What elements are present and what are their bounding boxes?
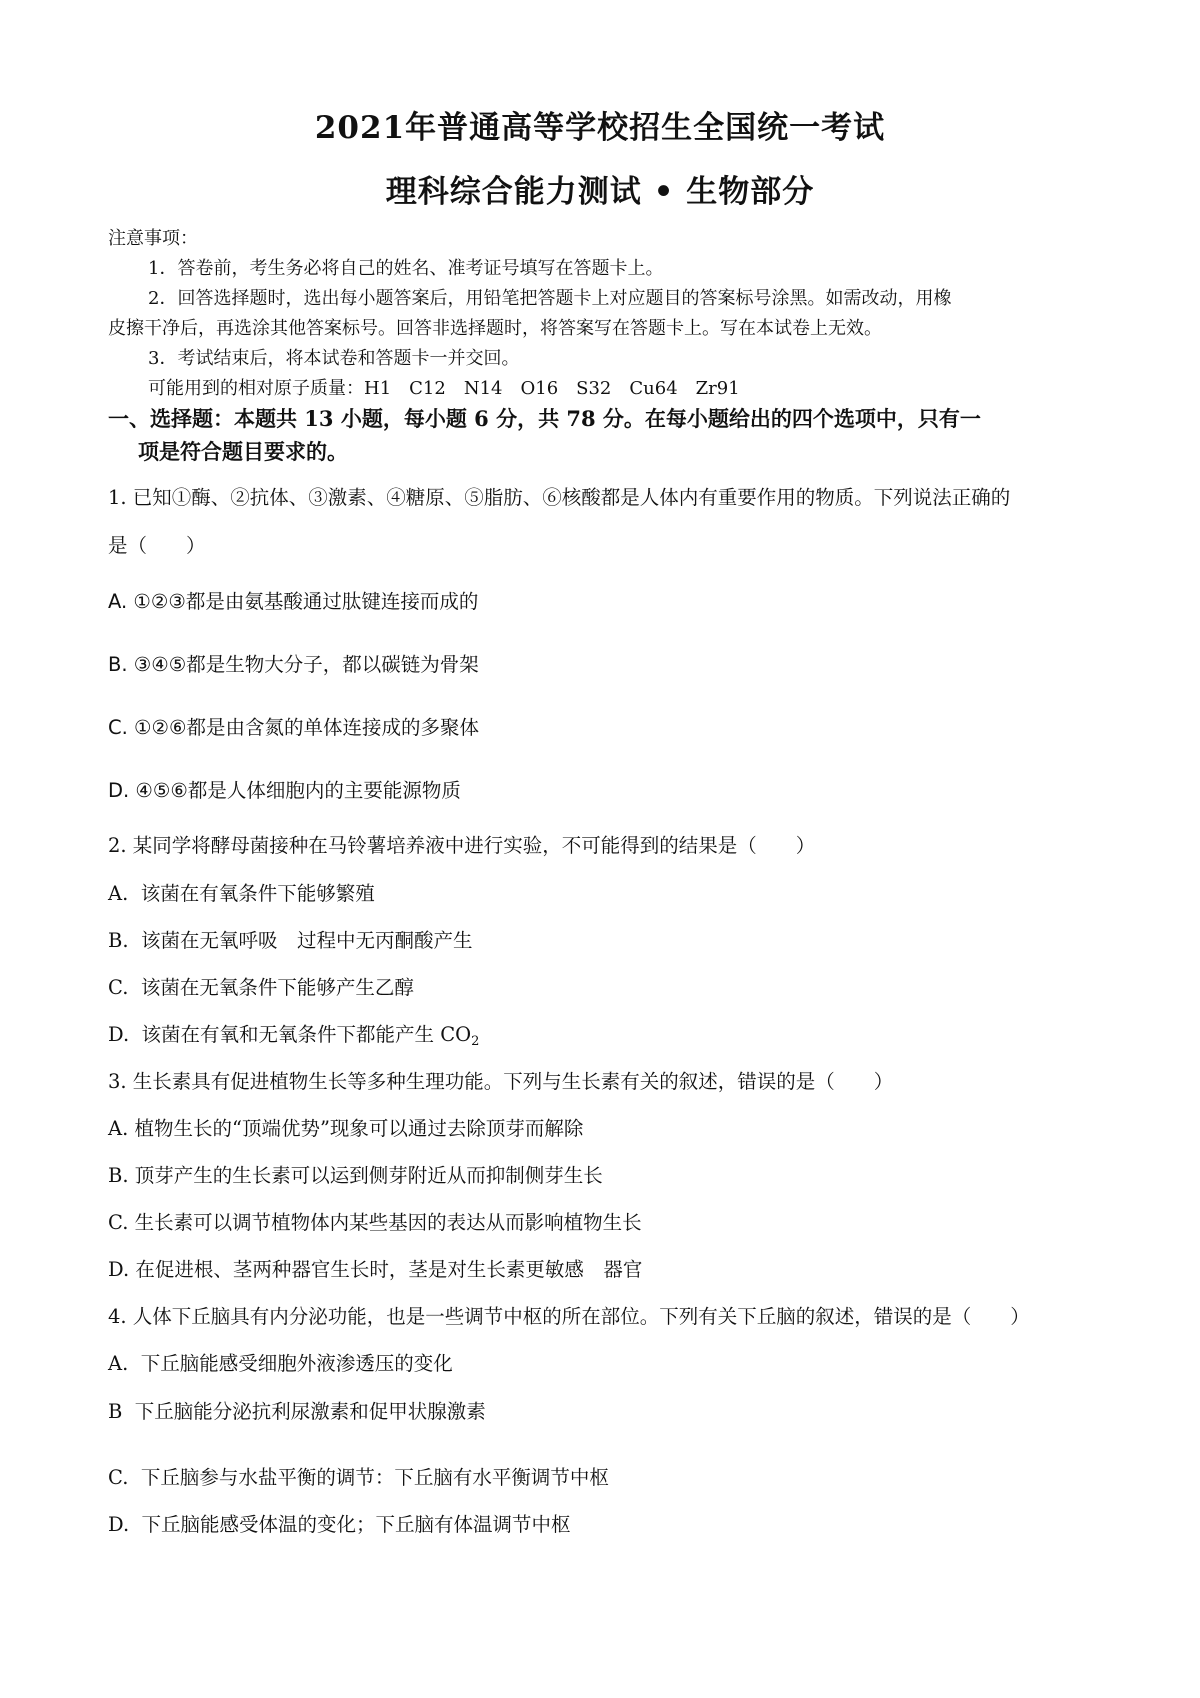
option-label: D. [108,1023,130,1046]
option-label: C. [108,1211,129,1234]
question-3-option-c [108,1207,642,1235]
option-text: ④⑤⑥都是人体细胞内的主要能源物质 [135,779,461,802]
option-text: 下丘脑参与水盐平衡的调节：下丘脑有水平衡调节中枢 [140,1466,609,1489]
notice-item-2-line-2: 皮擦干净后，再选涂其他答案标号。回答非选择题时，将答案写在答题卡上。写在本试卷上无效。 [108,318,882,339]
option-text: 在促进根、茎两种器官生长时，茎是对生长素更敏感 器官 [135,1258,643,1281]
question-1-option-c [108,712,479,740]
option-label: C. [108,1466,129,1489]
question-2-option-a [108,878,375,906]
option-label: B. [108,929,129,952]
question-4-option-a [108,1348,453,1376]
option-text: 生长素可以调节植物体内某些基因的表达从而影响植物生长 [134,1211,642,1234]
option-label: C. [108,976,129,999]
option-text: ①②③都是由氨基酸通过肽键连接而成的 [133,590,479,613]
question-4-option-b [108,1396,486,1424]
question-3-option-a [108,1113,583,1141]
question-3-stem: 3. 生长素具有促进植物生长等多种生理功能。下列与生长素有关的叙述，错误的是（ ） [108,1070,894,1093]
question-4-option-c [108,1462,609,1490]
notice-item-2-line-1: 2．回答选择题时，选出每小题答案后，用铅笔把答题卡上对应题目的答案标号涂黑。如需改动，用橡 [148,288,952,309]
exam-subtitle: 理科综合能力测试 • 生物部分 [385,174,815,210]
option-text: 下丘脑能感受细胞外液渗透压的变化 [140,1352,453,1375]
question-3-option-d [108,1254,642,1282]
exam-title: 2021年普通高等学校招生全国统一考试 [314,110,886,146]
option-label: D. [108,1258,130,1281]
option-label: D. [108,779,130,802]
notice-heading: 注意事项： [108,228,198,249]
option-label: C. [108,716,128,739]
question-3-option-b [108,1160,603,1188]
option-label: A. [108,882,129,905]
option-text: 下丘脑能分泌抗利尿激素和促甲状腺激素 [134,1400,486,1423]
question-1-stem-line-2: 是（ ） [108,534,206,557]
option-text: 顶芽产生的生长素可以运到侧芽附近从而抑制侧芽生长 [134,1164,603,1187]
option-text: ③④⑤都是生物大分子，都以碳链为骨架 [133,653,479,676]
question-4-option-d [108,1509,571,1537]
question-1-option-b [108,649,479,677]
section-heading-line-1: 一、选择题：本题共 13 小题，每小题 6 分，共 78 分。在每小题给出的四个选项中，只有一 [108,406,981,431]
option-label: B. [108,653,128,676]
option-label: B [108,1400,123,1423]
option-label: A. [108,1117,129,1140]
question-1-stem-line-1: 1. 已知①酶、②抗体、③激素、④糖原、⑤脂肪、⑥核酸都是人体内有重要作用的物质。下列说法正确的 [108,486,1011,509]
option-text: 该菌在无氧条件下能够产生乙醇 [140,976,414,999]
option-text: 该菌在有氧和无氧条件下都能产生 CO [141,1023,472,1046]
option-label: D. [108,1513,130,1536]
option-label: A. [108,1352,129,1375]
option-text: 下丘脑能感受体温的变化；下丘脑有体温调节中枢 [141,1513,571,1536]
question-2-option-b [108,925,472,953]
question-1-option-d [108,775,461,803]
option-text: ①②⑥都是由含氮的单体连接成的多聚体 [134,716,479,739]
notice-item-1: 1．答卷前，考生务必将自己的姓名、准考证号填写在答题卡上。 [148,258,664,279]
question-2-stem: 2. 某同学将酵母菌接种在马铃薯培养液中进行实验，不可能得到的结果是（ ） [108,834,816,857]
option-text: 该菌在无氧呼吸 过程中无丙酮酸产生 [140,929,473,952]
question-2-option-c [108,972,414,1000]
notice-item-3: 3．考试结束后，将本试卷和答题卡一并交回。 [148,348,520,369]
question-2-option-d [108,1019,479,1047]
section-heading-line-2: 项是符合题目要求的。 [138,439,348,464]
option-label: B. [108,1164,129,1187]
question-4-stem: 4. 人体下丘脑具有内分泌功能，也是一些调节中枢的所在部位。下列有关下丘脑的叙述，错误的是（ ） [108,1305,1030,1328]
option-label: A. [108,590,128,613]
atomic-mass-note: 可能用到的相对原子质量：H1 C12 N14 O16 S32 Cu64 Zr91 [148,378,740,399]
question-1-option-a [108,586,478,614]
option-text: 该菌在有氧条件下能够繁殖 [140,882,375,905]
co2-subscript: 2 [471,1034,480,1049]
option-text: 植物生长的“顶端优势”现象可以通过去除顶芽而解除 [134,1117,584,1140]
